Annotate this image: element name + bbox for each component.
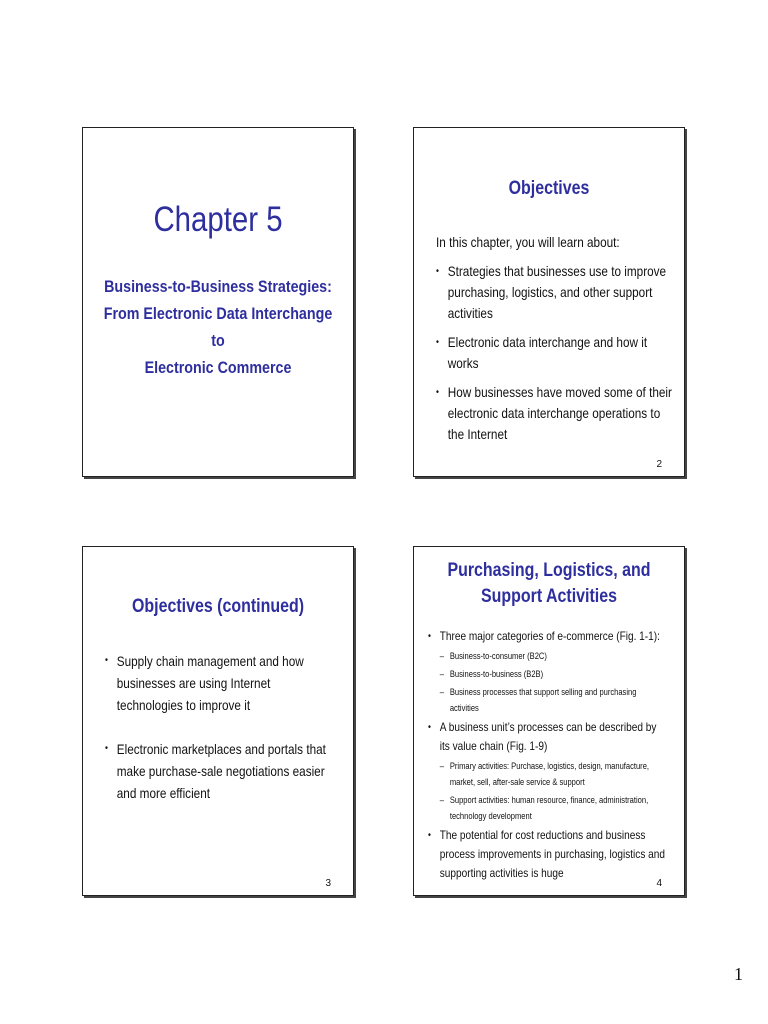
- slide-heading: Objectives (continued): [131, 596, 305, 617]
- heading-line: Purchasing, Logistics, and: [447, 560, 651, 581]
- slide-number: 2: [656, 459, 662, 470]
- subtitle-line: Electronic Commerce: [144, 358, 292, 377]
- bullet-text: A business unit’s processes can be described by its value chain (Fig. 1-9): [439, 720, 657, 753]
- list-item: • Electronic data interchange and how it works: [436, 332, 680, 374]
- slide-body: [428, 627, 667, 891]
- slide-2: [413, 127, 685, 477]
- sub-list: [440, 648, 668, 716]
- subtitle-line: From Electronic Data Interchange to: [103, 304, 333, 350]
- bullet-text: Three major categories of e-commerce (Fig. 1-1):: [439, 629, 660, 643]
- sub-item: – Business-to-consumer (B2C): [440, 648, 668, 664]
- subtitle-line: Business-to-Business Strategies:: [104, 277, 332, 296]
- list-item: [428, 627, 667, 716]
- list-item: • Electronic marketplaces and portals that make purchase-sale negotiations easier and more efficient: [105, 738, 332, 804]
- bullet-text: The potential for cost reductions and business process improvements in purchasing, logistics and supporting activities is huge: [439, 828, 665, 880]
- sub-item: – Primary activities: Purchase, logistics, design, manufacture, market, sell, after-sale service & support: [440, 758, 668, 790]
- intro-text: In this chapter, you will learn about:: [436, 234, 620, 250]
- slide-body: [105, 650, 332, 812]
- bullet-list: [436, 261, 680, 445]
- list-item: [428, 718, 667, 824]
- slide-body: [436, 232, 680, 453]
- sub-list: [440, 758, 668, 824]
- sub-item: – Support activities: human resource, finance, administration, technology development: [440, 792, 668, 824]
- chapter-title: Chapter 5: [153, 200, 283, 239]
- bullet-list: [105, 650, 332, 804]
- slide-3: [82, 546, 354, 896]
- sub-item: – Business processes that support selling and purchasing activities: [440, 684, 668, 716]
- sub-item: – Business-to-business (B2B): [440, 666, 668, 682]
- slide-number: 4: [656, 878, 662, 889]
- chapter-subtitle: [96, 273, 340, 381]
- page-number: 1: [734, 964, 743, 984]
- slide-1: [82, 127, 354, 477]
- slide-heading: Objectives: [508, 178, 590, 199]
- list-item: [428, 826, 667, 883]
- list-item: • Strategies that businesses use to improve purchasing, logistics, and other support activities: [436, 261, 680, 324]
- list-item: • Supply chain management and how businesses are using Internet technologies to improve it: [105, 650, 332, 716]
- list-item: • How businesses have moved some of their electronic data interchange operations to the Internet: [436, 382, 680, 445]
- slide-heading: [436, 558, 663, 610]
- slide-4: [413, 546, 685, 896]
- bullet-list: [428, 627, 667, 883]
- slide-number: 3: [325, 878, 331, 889]
- heading-line: Support Activities: [481, 586, 617, 607]
